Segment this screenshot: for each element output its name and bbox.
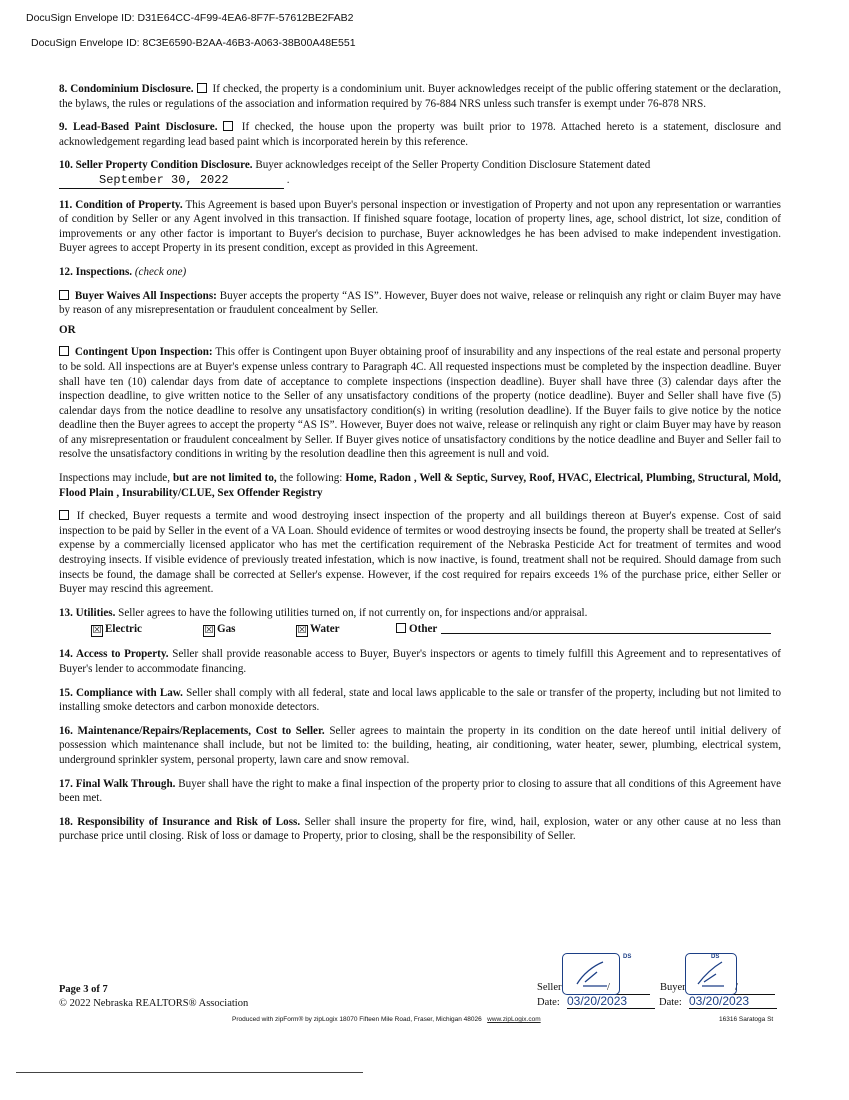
page-number: Page 3 of 7	[59, 984, 108, 995]
section-10-text: Buyer acknowledges receipt of the Seller Property Condition Disclosure Statement dated	[255, 159, 651, 172]
seller-label: Seller	[537, 982, 562, 993]
utility-other	[396, 622, 771, 637]
may-include-intro: Inspections may include,	[59, 472, 170, 485]
section-10: 10. Seller Property Condition Disclosure. Buyer acknowledges receipt of the Seller Property Condition Disclosure Statement dated September 30, 2022 .	[59, 159, 651, 187]
waive-heading: Buyer Waives All Inspections:	[74, 289, 217, 302]
buyer-initial-signature-icon	[686, 954, 736, 994]
inspection-types	[59, 471, 781, 500]
copyright: © 2022 Nebraska REALTORS® Association	[59, 998, 249, 1009]
seller-initial-signature-icon	[563, 954, 619, 994]
inspection-list: Home, Radon , Well & Septic, Survey, Roof, HVAC, Electrical, Plumbing, Structural, Mold, Flood Plain , Insurability/CLUE, Sex Offender Registry	[59, 472, 781, 499]
seller-ds-tag: DS	[623, 954, 632, 960]
gas-label: Gas	[217, 623, 236, 636]
termite-inspection	[59, 509, 781, 597]
section-15-text: Seller shall comply with all federal, state and local laws applicable to the sale or transfer of the property, including but not limited to installing smoke detectors and carbon monoxide detectors.	[59, 686, 781, 714]
section-18-heading: 18. Responsibility of Insurance and Risk of Loss.	[59, 815, 301, 828]
lead-paint-checkbox[interactable]	[223, 121, 233, 131]
section-16	[59, 724, 781, 768]
section-13-text: Seller agrees to have the following utilities turned on, if not currently on, for inspections and/or appraisal.	[118, 606, 588, 619]
section-10-heading: 10. Seller Property Condition Disclosure.	[59, 159, 253, 172]
electric-checkbox[interactable]: ☒	[92, 625, 102, 637]
section-8	[59, 82, 781, 111]
contingent-text: This offer is Contingent upon Buyer obtaining proof of insurability and any inspections of the real estate and personal property to be sold. All inspections are at Buyer's expense unless contrary to Paragraph 4C. All requested inspections must be completed by the inspection deadline. Buyer shall have ten (10) calendar days from date of acceptance to complete inspections (inspection deadline). Buyer shall have three (3) calendar days after the inspection deadline, to give written notice to the Seller of any unsatisfactory conditions of the property (notice deadline). Buyer and Seller shall have five (5) calendar days from the notice deadline to resolve any unsatisfactory condition(s) in writing (resolution deadline). If the Buyer fails to give notice by the notice deadline then the Buyer agrees to accept the property “AS IS”. However, Buyer does not waive, release or relinquish any right or claim Buyer may have by reason of any misrepresentation or fraudulent concealment by Seller. If Buyer gives notice of unsatisfactory conditions by the notice deadline and Buyer and Seller fail to resolve the unsatisfactory conditions in writing by the resolution deadline then this agreement is null and void.	[59, 346, 781, 461]
section-12-heading: 12. Inspections.	[59, 265, 133, 278]
ziplogix-link[interactable]: www.zipLogix.com	[487, 1016, 541, 1023]
termite-text: If checked, Buyer requests a termite and wood destroying insect inspection of the property and all buildings thereon at Buyer's expense. Cost of said inspection to be paid by Seller in the event of a VA Loan. Should evidence of termites or wood destroying insects be found, the property shall be treated at Seller's expense by a commercially licensed applicator who has met the certification requirement of the Nebraska Pesticide Act for treatment of termites and wood destroying insects. If visible evidence of previously treated infestation, which is now inactive, is found, treatment shall not be required. Should damage from such insects be found, the damage shall be corrected at Seller's expense. However, if the cost required for repairs exceeds 1% of the purchase price, either Seller or Buyer may rescind this agreement.	[59, 510, 781, 596]
seller-date[interactable]: 03/20/2023	[567, 994, 655, 1009]
bottom-rule	[16, 1072, 363, 1073]
agreement-body	[59, 82, 781, 853]
may-include-bold: but are not limited to,	[172, 472, 277, 485]
other-label: Other	[409, 623, 438, 636]
section-13	[59, 606, 781, 621]
section-14-heading: 14. Access to Property.	[59, 648, 169, 661]
waive-inspections	[59, 289, 781, 318]
electric-label: Electric	[105, 623, 142, 636]
seller-date-label: Date:	[537, 997, 560, 1008]
produced-with	[232, 1016, 541, 1023]
section-11-heading: 11. Condition of Property.	[59, 198, 183, 211]
water-label: Water	[310, 623, 340, 636]
utility-gas	[203, 622, 296, 637]
other-utility-field[interactable]	[441, 633, 771, 634]
section-14-text: Seller shall provide reasonable access to Buyer, Buyer's inspectors or agents to timely fulfill this Agreement and to representatives of Buyer's lender to accommodate financing.	[59, 648, 781, 675]
buyer-date[interactable]: 03/20/2023	[689, 994, 777, 1009]
section-15-heading: 15. Compliance with Law.	[59, 686, 183, 699]
docusign-envelope-id-1: DocuSign Envelope ID: D31E64CC-4F99-4EA6-8F7F-57612BE2FAB2	[26, 12, 354, 24]
disclosure-date-field[interactable]: September 30, 2022	[59, 173, 284, 189]
contingent-heading: Contingent Upon Inspection:	[74, 346, 213, 359]
section-9	[59, 120, 781, 149]
contingent-inspection	[59, 345, 781, 462]
buyer-label: Buyer	[660, 982, 686, 993]
section-13-heading: 13. Utilities.	[59, 606, 116, 619]
utility-electric	[91, 622, 203, 637]
section-17	[59, 777, 781, 806]
utility-water	[296, 622, 396, 637]
section-17-heading: 17. Final Walk Through.	[59, 777, 176, 790]
seller-initial-slash: /	[607, 982, 610, 993]
termite-checkbox[interactable]	[59, 510, 69, 520]
section-9-text: If checked, the house upon the property was built prior to 1978. Attached hereto is a statement, disclosure and acknowledgement regarding lead based paint which is incorporated herein by this reference.	[59, 121, 781, 148]
docusign-envelope-id-2: DocuSign Envelope ID: 8C3E6590-B2AA-46B3-A063-38B00A48E551	[31, 37, 356, 49]
condominium-checkbox[interactable]	[197, 83, 207, 93]
section-14	[59, 647, 781, 676]
water-checkbox[interactable]: ☒	[297, 625, 307, 637]
contingent-inspection-checkbox[interactable]	[59, 346, 69, 356]
section-17-text: Buyer shall have the right to make a final inspection of the property prior to closing to assure that all conditions of this Agreement have been met.	[59, 777, 781, 805]
other-checkbox[interactable]	[396, 623, 406, 633]
utilities-row	[91, 622, 781, 637]
section-16-text: Seller agrees to maintain the property in its condition on the date hereof until initial delivery of possession which maintenance shall include, but not be limited to: the building, heating, air conditioning, water heater, sewer, plumbing, electrical system, underground sprinkler system, personal property, lawn care and snow removal.	[59, 724, 781, 766]
section-12	[59, 265, 781, 280]
section-8-text: If checked, the property is a condominium unit. Buyer acknowledges receipt of the public offering statement or the declaration, the bylaws, the rules or regulations of the association and information required by 76-884 NRS unless such transfer is exempt under 76-878 NRS.	[59, 83, 782, 110]
section-18-text: Seller shall insure the property for fire, wind, hail, explosion, water or any other cause at no less than purchase price until closing. Risk of loss or damage to Property, prior to closing, shall be the responsibility of Seller.	[59, 815, 781, 843]
section-15	[59, 686, 781, 715]
section-11	[59, 198, 781, 256]
section-12-subheading: (check one)	[134, 265, 187, 278]
section-11-text: This Agreement is based upon Buyer's personal inspection or investigation of Property and not upon any representation or warranties of condition by Seller or any Agent involved in this transaction. If finished square footage, location of property lines, age, school district, lot size, condition of improvements or any other factor is important to Buyer's decision to purchase, Buyer acknowledges he has been advised to make independent investigation. Buyer agrees to accept Property in its present condition, except as provided in this Agreement.	[59, 198, 781, 255]
buyer-initial-slash: /	[735, 982, 738, 993]
form-id: 16316 Saratoga St	[719, 1016, 774, 1023]
may-include-mid: the following:	[279, 472, 343, 485]
buyer-date-label: Date:	[659, 997, 682, 1008]
seller-initial-box[interactable]	[562, 953, 620, 995]
section-8-heading: 8. Condominium Disclosure.	[59, 83, 194, 95]
produced-text: Produced with zipForm® by zipLogix 18070 Fifteen Mile Road, Fraser, Michigan 48026	[232, 1016, 482, 1023]
waive-inspections-checkbox[interactable]	[59, 290, 69, 300]
gas-checkbox[interactable]: ☒	[204, 625, 214, 637]
waive-text: Buyer accepts the property “AS IS”. However, Buyer does not waive, release or relinquish any right or claim Buyer may have by reason of any misrepresentation or fraudulent concealment by Seller.	[59, 289, 781, 317]
buyer-ds-tag: DS	[711, 954, 720, 960]
section-16-heading: 16. Maintenance/Repairs/Replacements, Cost to Seller.	[59, 724, 325, 737]
section-18	[59, 815, 781, 844]
or-label: OR	[59, 323, 76, 336]
section-9-heading: 9. Lead-Based Paint Disclosure.	[59, 121, 218, 134]
